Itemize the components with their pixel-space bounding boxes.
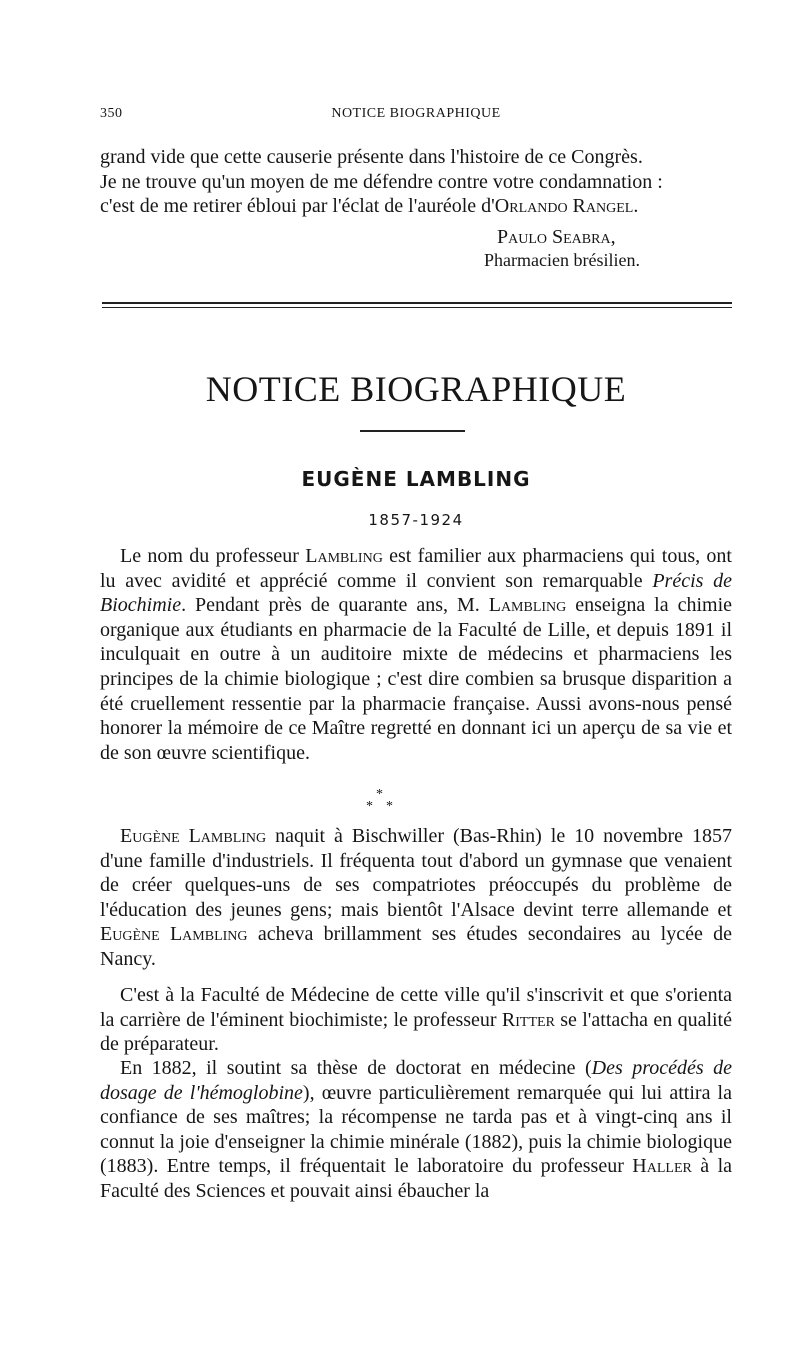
- subject-dates: 1857-1924: [368, 511, 464, 529]
- section-rule-top: [102, 302, 732, 304]
- thesis-title: Des procédés de dosage de l'hémoglobine: [100, 1057, 733, 1104]
- paragraph-thesis: En 1882, il soutint sa thèse de doctorat en médecine (Des procédés de dosage de l'hémoglobine), œuvre particulièrement remarquée qui lui attira la confiance de ses maîtres; la récompense ne tarda pas et à vingt-cinq ans il connut la joie d'enseigner la chimie minérale (1882), puis la chimie biologique (1883). Entre temps, il fréquentait le laboratoire du professeur Haller à la Faculté des Sciences et pouvait ainsi ébaucher la: [100, 1057, 733, 1202]
- paragraph-birth: Eugène Lambling naquit à Bischwiller (Bas-Rhin) le 10 novembre 1857 d'une famille d'industriels. Il fréquenta tout d'abord un gymnase que venaient de créer quelques-uns de ses compatriotes préoccupés du problème de l'éducation des jeunes gens; mais bientôt l'Alsace devint terre allemande et Eugène Lambling acheva brillamment ses études secondaires au lycée de Nancy.: [100, 825, 733, 970]
- closing-line: grand vide que cette causerie présente dans l'histoire de ce Congrès.: [100, 146, 643, 168]
- person-name: Orlando Rangel: [494, 195, 634, 218]
- person-name: Haller: [632, 1155, 692, 1178]
- section-rule-bottom: [102, 307, 732, 308]
- star: *: [376, 787, 383, 802]
- person-name: Eugène Lambling: [120, 825, 267, 847]
- person-name: Lambling: [488, 594, 567, 617]
- person-name: Eugène Lambling: [100, 923, 248, 946]
- paragraph-intro: Le nom du professeur Lambling est familier aux pharmaciens qui tous, ont lu avec avidité et apprécié comme il convient son remarquable Précis de Biochimie. Pendant près de quarante ans, M. Lambling enseigna la chimie organique aux étudiants en pharmacie de la Faculté de Lille, et depuis 1891 il inculquait en outre à un auditoire mixte de médecins et pharmaciens les principes de la chimie biologique ; c'est dire combien sa brusque disparition a été cruellement ressentie par la pharmacie française. Aussi avons-nous pensé honorer la mémoire de ce Maître regretté en donnant ici un aperçu de sa vie et de son œuvre scientifique.: [100, 545, 733, 764]
- signature-role: Pharmacien brésilien.: [484, 250, 640, 270]
- title-underline: [360, 430, 465, 432]
- closing-paragraph: [100, 145, 732, 219]
- running-title: NOTICE BIOGRAPHIQUE: [331, 106, 501, 121]
- book-title: Précis de Biochimie: [100, 569, 732, 617]
- page-header: [100, 106, 732, 128]
- star: *: [366, 799, 373, 814]
- paragraph-faculty: C'est à la Faculté de Médecine de cette ville qu'il s'inscrivit et que s'orienta la carrière de l'éminent biochimiste; le professeur Ritter se l'attacha en qualité de préparateur.: [100, 984, 732, 1056]
- notice-title: NOTICE BIOGRAPHIQUE: [205, 369, 627, 409]
- signature-name: Paulo Seabra,: [497, 226, 616, 248]
- page-number: 350: [100, 106, 123, 121]
- subject-name: EUGÈNE LAMBLING: [301, 467, 531, 491]
- closing-line: c'est de me retirer ébloui par l'éclat de l'auréole d'Orlando Rangel.: [100, 195, 639, 218]
- closing-line: Je ne trouve qu'un moyen de me défendre contre votre condamnation :: [100, 170, 663, 193]
- section-separator: [352, 788, 412, 818]
- person-name: Lambling: [305, 545, 383, 567]
- star: *: [386, 799, 393, 814]
- person-name: Ritter: [501, 1008, 555, 1031]
